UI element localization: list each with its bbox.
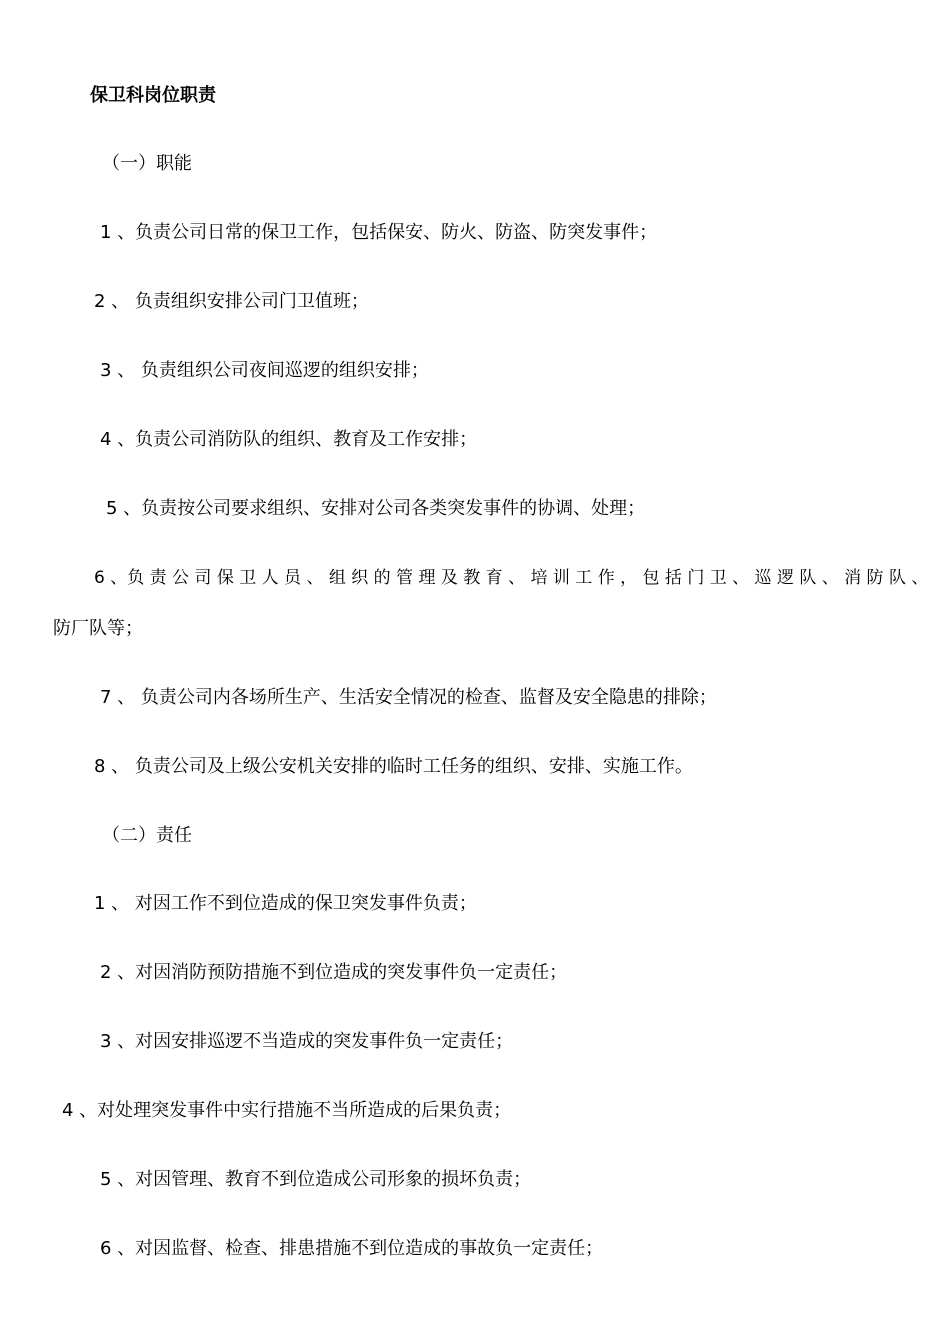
function-item-7: 7 、 负责公司内各场所生产、生活安全情况的检查、监督及安全隐患的排除； [100,687,717,708]
responsibility-item-3: 3 、对因安排巡逻不当造成的突发事件负一定责任； [100,1031,514,1052]
function-item-1: 1 、负责公司日常的保卫工作，包括保安、防火、防盗、防突发事件； [100,222,658,243]
function-item-6: 6 、负 责 公 司 保 卫 人 员 、 组 织 的 管 理 及 教 育 、 培 训 工 作 ， 包 括 门 卫 、 巡 逻 队 、 消 防 队 、 [94,568,929,588]
function-item-3: 3 、 负责组织公司夜间巡逻的组织安排； [100,360,429,381]
section-heading-functions: （一）职能 [102,153,192,174]
responsibility-item-1: 1 、 对因工作不到位造成的保卫突发事件负责； [94,893,477,914]
function-item-6-continuation: 防厂队等； [53,618,143,639]
responsibility-item-2: 2 、对因消防预防措施不到位造成的突发事件负一定责任； [100,962,568,983]
responsibility-item-6: 6 、对因监督、检查、排患措施不到位造成的事故负一定责任； [100,1238,604,1259]
responsibility-item-5: 5 、对因管理、教育不到位造成公司形象的损坏负责； [100,1169,532,1190]
function-item-5: 5 、负责按公司要求组织、安排对公司各类突发事件的协调、处理； [106,498,646,519]
function-item-4: 4 、负责公司消防队的组织、教育及工作安排； [100,429,478,450]
function-item-8: 8 、 负责公司及上级公安机关安排的临时工任务的组织、安排、实施工作。 [94,756,693,777]
document-title: 保卫科岗位职责 [90,85,216,106]
section-heading-responsibilities: （二）责任 [102,825,192,846]
function-item-2: 2 、 负责组织安排公司门卫值班； [94,291,369,312]
responsibility-item-4: 4 、对处理突发事件中实行措施不当所造成的后果负责； [62,1100,512,1121]
